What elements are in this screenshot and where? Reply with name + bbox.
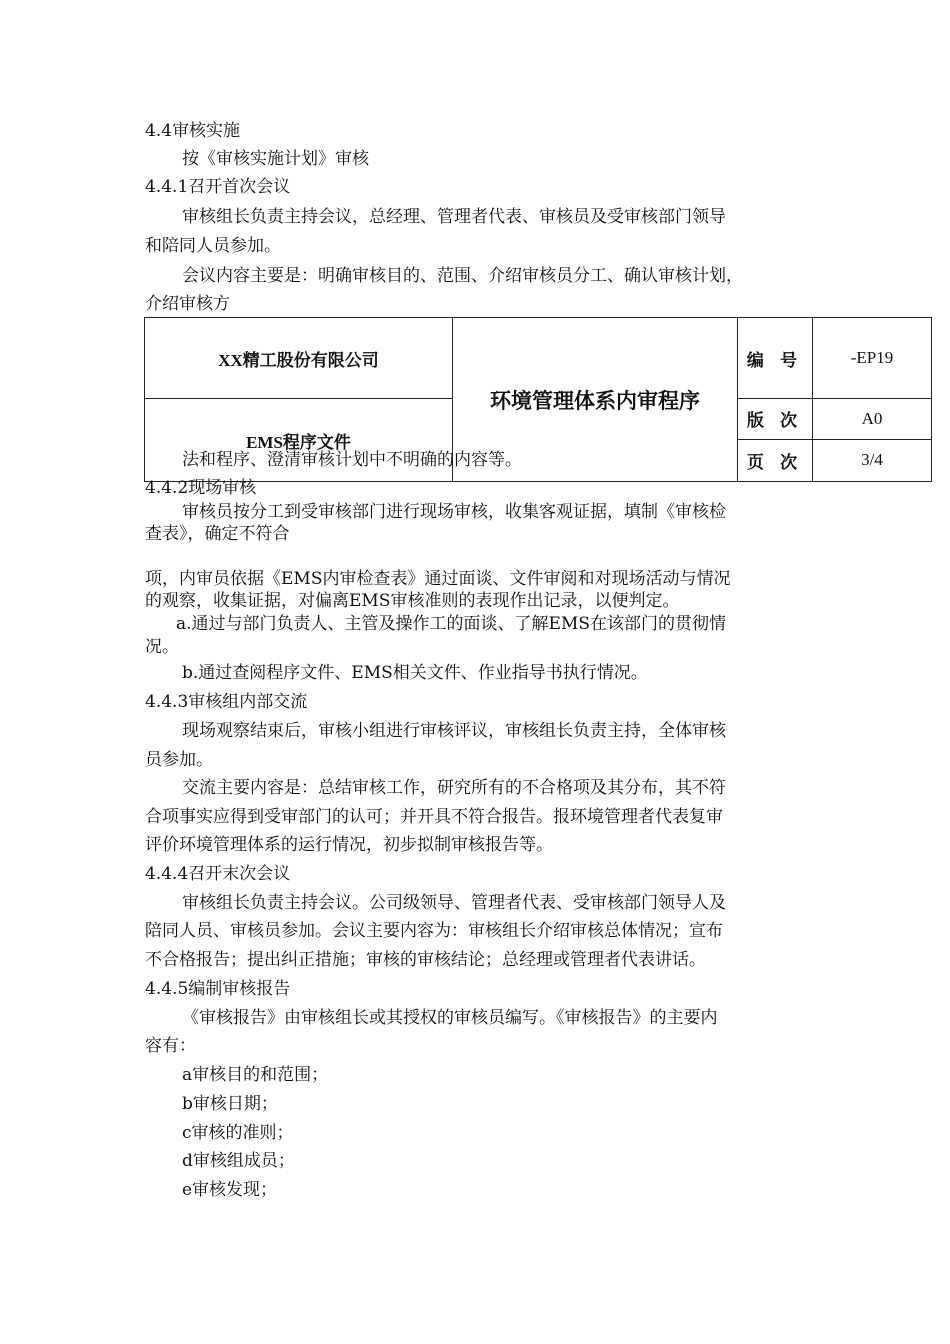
page-label: 页 次 <box>738 439 813 481</box>
text-line: d审核组成员； <box>182 1151 295 1171</box>
text-line: 评价环境管理体系的运行情况，初步拟制审核报告等。 <box>145 835 553 855</box>
text-line: 4.4.2现场审核 <box>145 478 257 498</box>
text-line: 陪同人员、审核员参加。会议主要内容为：审核组长介绍审核总体情况；宣布 <box>145 921 723 941</box>
text-line: 审核员按分工到受审核部门进行现场审核，收集客观证据，填制《审核检 <box>182 502 726 522</box>
text-line: 按《审核实施计划》审核 <box>182 149 369 169</box>
text-line: b.通过查阅程序文件、EMS相关文件、作业指导书执行情况。 <box>182 663 648 683</box>
company-name: XX精工股份有限公司 <box>145 318 453 399</box>
text-line: 《审核报告》由审核组长或其授权的审核员编写。《审核报告》的主要内 <box>182 1008 718 1028</box>
document-title: 环境管理体系内审程序 <box>453 318 738 482</box>
version-label: 版 次 <box>738 399 813 440</box>
text-line: 合项事实应得到受审部门的认可；并开具不符合报告。报环境管理者代表复审 <box>145 807 723 827</box>
text-line: a.通过与部门负责人、主管及操作工的面谈、了解EMS在该部门的贯彻情 <box>176 614 727 634</box>
text-line: c审核的准则； <box>182 1123 294 1143</box>
text-line: 查表》，确定不符合 <box>145 524 290 544</box>
text-line: 会议内容主要是：明确审核目的、范围、介绍审核员分工、确认审核计划， <box>182 266 743 286</box>
text-line: 审核组长负责主持会议。公司级领导、管理者代表、受审核部门领导人及 <box>182 893 726 913</box>
text-line: 介绍审核方 <box>145 294 230 314</box>
page-value: 3/4 <box>813 439 932 481</box>
doc-number-value: -EP19 <box>813 318 932 399</box>
document-type: EMS程序文件 <box>145 399 453 482</box>
text-line: 4.4审核实施 <box>145 121 241 141</box>
text-line: 现场观察结束后，审核小组进行审核评议，审核组长负责主持，全体审核 <box>182 721 726 741</box>
text-line: 4.4.5编制审核报告 <box>145 979 291 999</box>
text-line: 和陪同人员参加。 <box>145 236 281 256</box>
text-line: b审核日期； <box>182 1094 278 1114</box>
text-line: 交流主要内容是：总结审核工作，研究所有的不合格项及其分布，其不符 <box>182 778 726 798</box>
text-line: 项，内审员依据《EMS内审检查表》通过面谈、文件审阅和对现场活动与情况 <box>145 569 731 589</box>
text-line: 况。 <box>145 637 179 657</box>
text-line: 的观察，收集证据，对偏离EMS审核准则的表现作出记录，以便判定。 <box>145 591 680 611</box>
text-line: 员参加。 <box>145 750 213 770</box>
text-line: 4.4.3审核组内部交流 <box>145 692 308 712</box>
text-line: 容有： <box>145 1036 196 1056</box>
doc-number-label: 编 号 <box>738 318 813 399</box>
text-line: a审核目的和范围； <box>182 1065 329 1085</box>
text-line: 4.4.1召开首次会议 <box>145 177 291 197</box>
text-line: 审核组长负责主持会议，总经理、管理者代表、审核员及受审核部门领导 <box>182 207 726 227</box>
text-line: e审核发现； <box>182 1180 278 1200</box>
text-line: 法和程序、澄清审核计划中不明确的内容等。 <box>182 450 522 470</box>
text-line: 4.4.4召开末次会议 <box>145 864 291 884</box>
version-value: A0 <box>813 399 932 440</box>
text-line: 不合格报告；提出纠正措施；审核的审核结论；总经理或管理者代表讲话。 <box>145 950 706 970</box>
